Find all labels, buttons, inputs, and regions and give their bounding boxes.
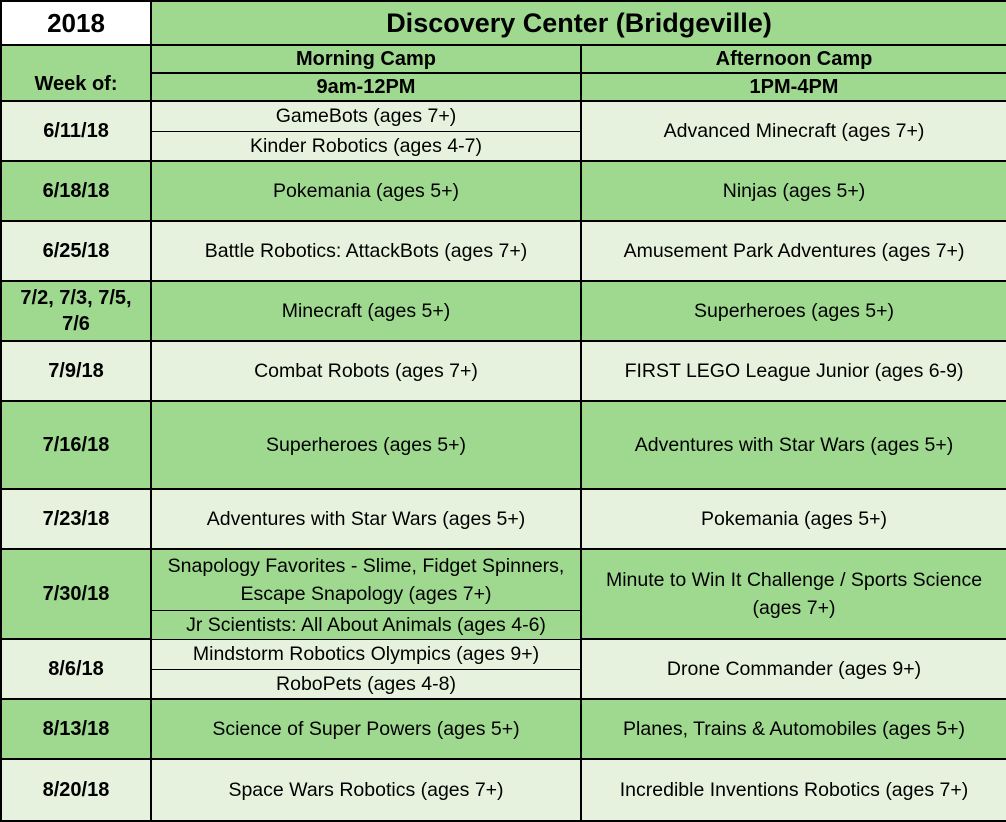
week-cell: 6/18/18: [1, 161, 151, 221]
afternoon-camp-cell: Pokemania (ages 5+): [581, 489, 1006, 549]
morning-camp-cell: Adventures with Star Wars (ages 5+): [151, 489, 581, 549]
location-title: Discovery Center (Bridgeville): [151, 1, 1006, 45]
morning-camp-cell: Superheroes (ages 5+): [151, 401, 581, 489]
afternoon-camp-cell: Amusement Park Adventures (ages 7+): [581, 221, 1006, 281]
week-cell: 7/9/18: [1, 341, 151, 401]
morning-camp-cell: Battle Robotics: AttackBots (ages 7+): [151, 221, 581, 281]
afternoon-camp-cell: Adventures with Star Wars (ages 5+): [581, 401, 1006, 489]
week-cell: 7/2, 7/3, 7/5, 7/6: [1, 281, 151, 341]
week-cell: 7/16/18: [1, 401, 151, 489]
morning-time-header: 9am-12PM: [151, 73, 581, 101]
morning-camp-cell: Combat Robots (ages 7+): [151, 341, 581, 401]
week-cell: 7/23/18: [1, 489, 151, 549]
week-of-header: Week of:: [1, 45, 151, 101]
afternoon-camp-header: Afternoon Camp: [581, 45, 1006, 73]
afternoon-camp-cell: Advanced Minecraft (ages 7+): [581, 101, 1006, 161]
morning-camp-cell: Pokemania (ages 5+): [151, 161, 581, 221]
afternoon-camp-cell: Incredible Inventions Robotics (ages 7+): [581, 759, 1006, 821]
afternoon-camp-cell: FIRST LEGO League Junior (ages 6-9): [581, 341, 1006, 401]
afternoon-camp-cell: Superheroes (ages 5+): [581, 281, 1006, 341]
morning-camp-cell: GameBots (ages 7+): [151, 101, 581, 131]
afternoon-camp-cell: Drone Commander (ages 9+): [581, 639, 1006, 699]
morning-camp-header: Morning Camp: [151, 45, 581, 73]
morning-camp-cell: Minecraft (ages 5+): [151, 281, 581, 341]
week-cell: 8/13/18: [1, 699, 151, 759]
week-cell: 7/30/18: [1, 549, 151, 639]
week-cell: 8/6/18: [1, 639, 151, 699]
morning-camp-cell: Jr Scientists: All About Animals (ages 4-6): [151, 610, 581, 639]
morning-camp-cell: Snapology Favorites - Slime, Fidget Spinners, Escape Snapology (ages 7+): [151, 549, 581, 610]
morning-camp-cell: Kinder Robotics (ages 4-7): [151, 131, 581, 161]
morning-camp-cell: RoboPets (ages 4-8): [151, 669, 581, 699]
morning-camp-cell: Science of Super Powers (ages 5+): [151, 699, 581, 759]
afternoon-camp-cell: Ninjas (ages 5+): [581, 161, 1006, 221]
afternoon-camp-cell: Planes, Trains & Automobiles (ages 5+): [581, 699, 1006, 759]
year-cell: 2018: [1, 1, 151, 45]
afternoon-time-header: 1PM-4PM: [581, 73, 1006, 101]
afternoon-camp-cell: Minute to Win It Challenge / Sports Science (ages 7+): [581, 549, 1006, 639]
week-cell: 8/20/18: [1, 759, 151, 821]
morning-camp-cell: Space Wars Robotics (ages 7+): [151, 759, 581, 821]
morning-camp-cell: Mindstorm Robotics Olympics (ages 9+): [151, 639, 581, 669]
week-cell: 6/25/18: [1, 221, 151, 281]
week-cell: 6/11/18: [1, 101, 151, 161]
